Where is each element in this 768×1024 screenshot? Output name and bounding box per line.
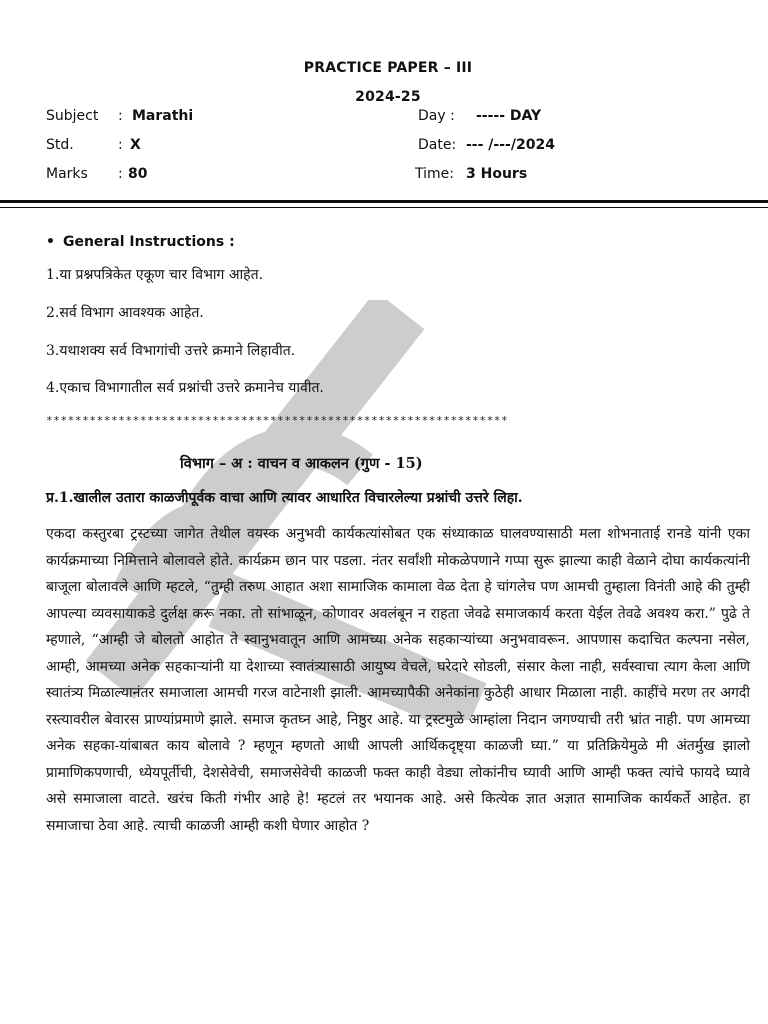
time-label: Time: <box>415 166 454 182</box>
header-divider-thick <box>0 200 768 203</box>
instruction-item: 4.एकाच विभागातील सर्व प्रश्नांची उत्तरे क्रमानेच यावीत. <box>46 380 324 396</box>
subject-label: Subject <box>46 108 99 124</box>
std-value: X <box>130 137 141 153</box>
day-value-wrap <box>476 108 541 124</box>
day-value: ----- DAY <box>476 108 542 124</box>
question-text: प्र.1.खालील उतारा काळजीपूर्वक वाचा आणि त्यावर आधारित विचारलेल्या प्रश्नांची उत्तरे लिहा. <box>46 490 523 506</box>
instruction-item: 2.सर्व विभाग आवश्यक आहेत. <box>46 305 204 321</box>
marks-label: Marks <box>46 166 88 182</box>
marks-value-wrap <box>128 166 147 182</box>
std-separator: : <box>118 137 123 153</box>
section-title: विभाग – अ : वाचन व आकलन (गुण - 15) <box>180 455 423 472</box>
bullet-icon: • <box>46 234 55 250</box>
paper-title: PRACTICE PAPER – III <box>303 60 473 76</box>
paper-year: 2024-25 <box>355 89 421 105</box>
time-value: 3 Hours <box>466 166 528 182</box>
instructions-heading-text: General Instructions : <box>62 234 235 250</box>
reading-passage: एकदा कस्तुरबा ट्रस्टच्या जागेत तेथील वयस्क अनुभवी कार्यकत्यांसोबत एक संध्याकाळ घालवण्यासाठी मला शोभनाताई रानडे यांनी एका कार्यक्रमाच्या निमित्ताने बोलावले होते. कार्यक्रम छान पार पडला. नंतर सर्वांशी मोकळेपणाने गप्पा सुरू झाल्या काही वेळाने दोघा कार्यकत्यांनी बाजूला बोलावले आणि म्हटले, “तुम्ही तरुण आहात अशा सामाजिक कामाला वेळ देता हे चांगलेच पण आमची तुम्हाला विनंती आहे की तुम्ही आपल्या व्यवसायाकडे दुर्लक्ष करू नका. तो सांभाळून, कोणावर अवलंबून न राहता जेवढे समाजकार्य करता येईल तेवढे अवश्य करा.” पुढे ते म्हणाले, “आम्ही जे बोलतो आहोत ते स्वानुभवातून आणि आमच्या अनेक सहकाऱ्यांच्या अनुभवावरून. आपणास कदाचित कल्पना नसेल, आम्ही, आमच्या अनेक सहकाऱ्यांनी या देशाच्या स्वातंत्र्यासाठी आयुष्य वेचले, घरेदारे सोडली, संसार केला नाही, सर्वस्वाचा त्याग केला आणि स्वातंत्र्य मिळाल्यानंतर समाजाला आमची गरज वाटेनाशी झाली. आमच्यापैकी अनेकांना कुठेही आधार मिळाला नाही. काहींचे मरण तर अगदी रस्त्यावरील बेवारस प्राण्यांप्रमाणे झाले. समाज कृतघ्न आहे, निष्ठुर आहे. या ट्रस्टमुळे आम्हांला निदान जगण्याची तरी भ्रांत नाही. पण आमच्या अनेक सहका-यांबाबत काय बोलावे ? म्हणून म्हणतो आधी आपली आर्थिकदृष्ट्या काळजी घ्या.” या प्रतिक्रियेमुळे मी अंतर्मुख झालो प्रामाणिकपणाची, ध्येयपूर्तीची, देशसेवेची, समाजसेवेची काळजी फक्त काही वेड्या लोकांनीच घ्यावी आणि आम्ही फक्त त्यांचे फायदे घ्यावे असे समाजाला वाटते. खरंच किती गंभीर आहे हे! म्हटलं तर भयानक आहे. असे कित्येक ज्ञात अज्ञात सामाजिक कार्यकर्ते आहेत. हा समाजाचा ठेवा आहे. त्याची काळजी आम्ही कशी घेणार आहोत ? <box>46 526 750 834</box>
date-value: --- /---/2024 <box>466 137 555 153</box>
star-separator: **************************************************************** <box>46 414 509 427</box>
date-label: Date: <box>418 137 457 153</box>
instruction-item: 3.यथाशक्य सर्व विभागांची उत्तरे क्रमाने लिहावीत. <box>46 343 296 359</box>
marks-separator: : <box>118 166 123 182</box>
time-value-wrap <box>466 166 527 182</box>
date-value-wrap <box>466 137 555 153</box>
std-label: Std. <box>46 137 74 153</box>
day-label: Day : <box>418 108 455 124</box>
std-value-wrap <box>130 137 141 153</box>
header-divider-thin <box>0 207 768 208</box>
subject-separator: : <box>118 108 123 124</box>
instructions-heading <box>46 234 235 250</box>
instruction-item: 1.या प्रश्नपत्रिकेत एकूण चार विभाग आहेत. <box>46 267 264 283</box>
subject-value-wrap <box>132 108 193 124</box>
marks-value: 80 <box>128 166 148 182</box>
subject-value: Marathi <box>132 108 194 124</box>
